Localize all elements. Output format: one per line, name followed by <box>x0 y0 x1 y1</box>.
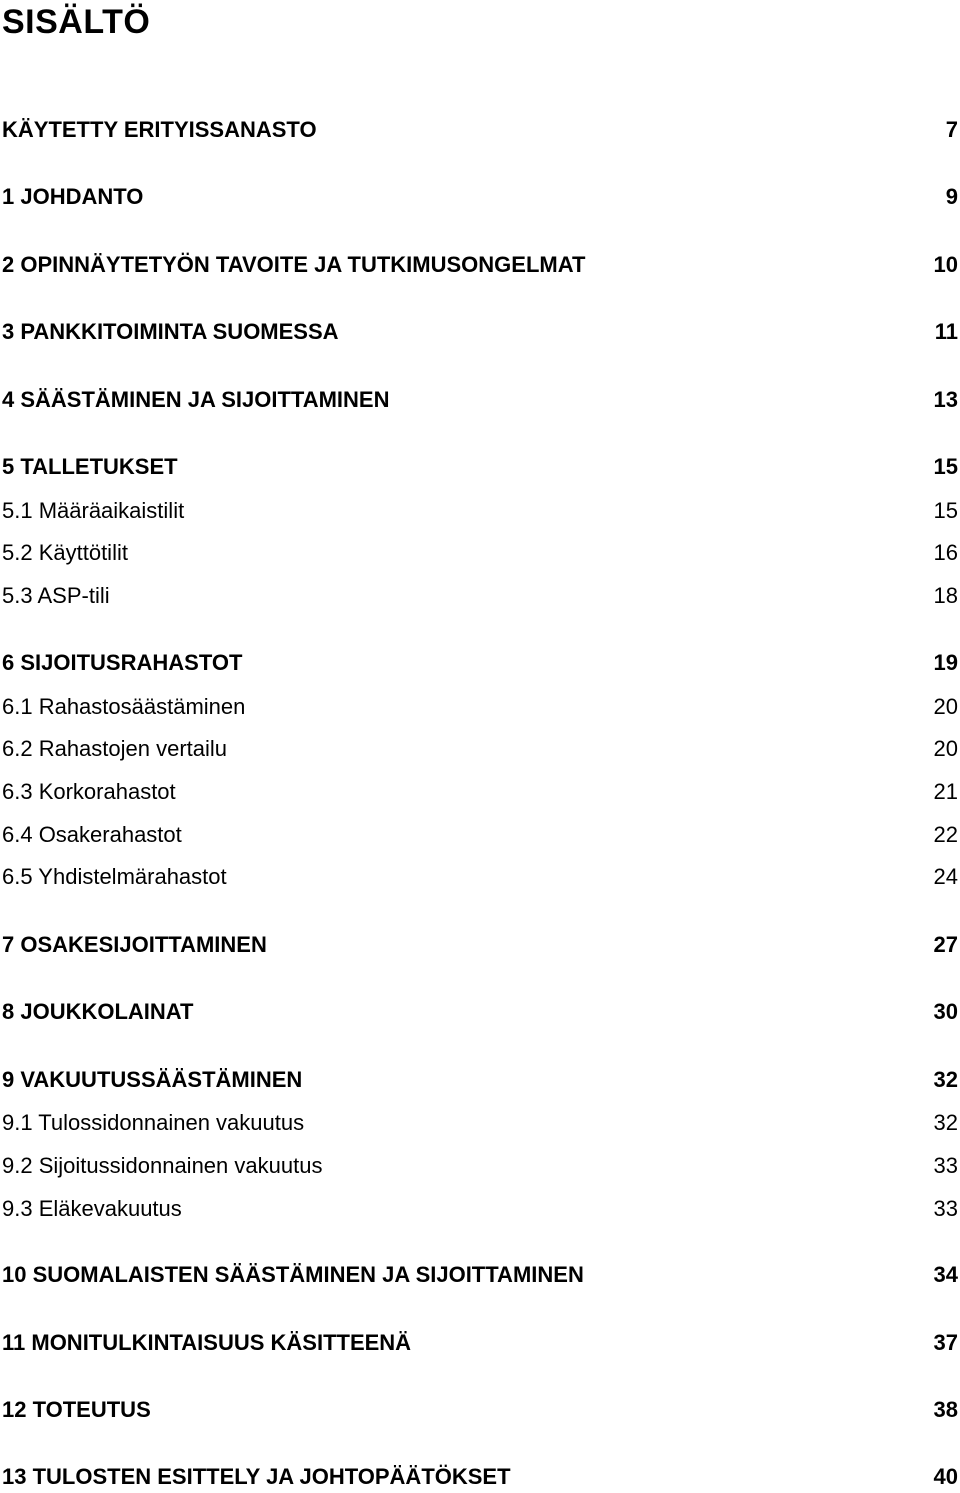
toc-entry-page-number: 16 <box>933 540 958 565</box>
toc-section-entry <box>2 580 958 612</box>
toc-entry-label: 10 SUOMALAISTEN SÄÄSTÄMINEN JA SIJOITTAMINEN <box>2 1262 584 1287</box>
toc-section-entry <box>2 495 958 527</box>
toc-entry-page-number: 15 <box>933 454 958 479</box>
toc-entry-label: 7 OSAKESIJOITTAMINEN <box>2 932 267 957</box>
toc-section-entry <box>2 537 958 569</box>
toc-entry-page-number: 21 <box>933 779 958 804</box>
toc-chapter-entry <box>2 647 958 679</box>
toc-entry-page-number: 11 <box>934 319 958 344</box>
toc-entry-page-number: 33 <box>933 1153 958 1178</box>
toc-entry-page-number: 7 <box>945 117 958 142</box>
toc-entry-page-number: 10 <box>933 252 958 277</box>
toc-entry-page-number: 15 <box>933 498 958 523</box>
toc-chapter-entry <box>2 1461 958 1493</box>
toc-entry-label: 9.3 Eläkevakuutus <box>2 1196 182 1221</box>
toc-entry-label: 3 PANKKITOIMINTA SUOMESSA <box>2 319 339 344</box>
toc-entry-label: 12 TOTEUTUS <box>2 1397 151 1422</box>
toc-entry-label: 13 TULOSTEN ESITTELY JA JOHTOPÄÄTÖKSET <box>2 1464 511 1489</box>
toc-chapter-entry <box>2 1394 958 1426</box>
toc-entry-label: 8 JOUKKOLAINAT <box>2 999 194 1024</box>
toc-entry-page-number: 38 <box>933 1397 958 1422</box>
toc-entry-page-number: 37 <box>933 1330 958 1355</box>
toc-chapter-entry <box>2 316 958 348</box>
toc-entry-label: 6.2 Rahastojen vertailu <box>2 736 228 761</box>
toc-entry-label: 5 TALLETUKSET <box>2 454 178 479</box>
toc-entry-label: 11 MONITULKINTAISUUS KÄSITTEENÄ <box>2 1330 412 1355</box>
toc-section-entry <box>2 1107 958 1139</box>
toc-chapter-entry <box>2 249 958 281</box>
toc-section-entry <box>2 1150 958 1182</box>
toc-chapter-entry <box>2 929 958 961</box>
toc-chapter-entry <box>2 114 958 146</box>
toc-entry-page-number: 13 <box>933 387 958 412</box>
toc-section-entry <box>2 861 958 893</box>
toc-entry-page-number: 34 <box>933 1262 958 1287</box>
toc-entry-page-number: 32 <box>933 1110 958 1135</box>
toc-entry-label: 5.3 ASP-tili <box>2 583 110 608</box>
toc-entry-label: 9.2 Sijoitussidonnainen vakuutus <box>2 1153 323 1178</box>
toc-entry-label: 9 VAKUUTUSSÄÄSTÄMINEN <box>2 1067 303 1092</box>
toc-chapter-entry <box>2 1259 958 1291</box>
toc-section-entry <box>2 691 958 723</box>
toc-entry-page-number: 18 <box>933 583 958 608</box>
toc-entry-label: 6.3 Korkorahastot <box>2 779 176 804</box>
toc-entry-page-number: 22 <box>933 822 958 847</box>
toc-chapter-entry <box>2 181 958 213</box>
toc-chapter-entry <box>2 384 958 416</box>
toc-entry-page-number: 30 <box>933 999 958 1024</box>
toc-entry-label: 5.1 Määräaikaistilit <box>2 498 185 523</box>
toc-entry-label: 6.5 Yhdistelmärahastot <box>2 864 227 889</box>
toc-entry-page-number: 32 <box>933 1067 958 1092</box>
toc-entry-label: 2 OPINNÄYTETYÖN TAVOITE JA TUTKIMUSONGELMAT <box>2 252 586 277</box>
toc-chapter-entry <box>2 451 958 483</box>
toc-chapter-entry <box>2 1327 958 1359</box>
toc-entry-page-number: 20 <box>933 736 958 761</box>
toc-entry-page-number: 27 <box>933 932 958 957</box>
toc-entry-label: 6 SIJOITUSRAHASTOT <box>2 650 243 675</box>
toc-entry-label: KÄYTETTY ERITYISSANASTO <box>2 117 317 142</box>
toc-chapter-entry <box>2 1064 958 1096</box>
page-title: SISÄLTÖ <box>2 3 151 41</box>
toc-entry-label: 1 JOHDANTO <box>2 184 144 209</box>
toc-section-entry <box>2 733 958 765</box>
toc-entry-page-number: 9 <box>945 184 958 209</box>
toc-entry-label: 6.1 Rahastosäästäminen <box>2 694 246 719</box>
toc-entry-page-number: 20 <box>933 694 958 719</box>
toc-section-entry <box>2 819 958 851</box>
toc-entry-label: 6.4 Osakerahastot <box>2 822 182 847</box>
toc-entry-label: 9.1 Tulossidonnainen vakuutus <box>2 1110 305 1135</box>
toc-entry-page-number: 19 <box>933 650 958 675</box>
toc-entry-page-number: 33 <box>933 1196 958 1221</box>
toc-chapter-entry <box>2 996 958 1028</box>
toc-section-entry <box>2 1193 958 1225</box>
toc-entry-label: 5.2 Käyttötilit <box>2 540 128 565</box>
toc-section-entry <box>2 776 958 808</box>
toc-entry-label: 4 SÄÄSTÄMINEN JA SIJOITTAMINEN <box>2 387 390 412</box>
toc-entry-page-number: 24 <box>933 864 958 889</box>
toc-entry-page-number: 40 <box>933 1464 958 1489</box>
